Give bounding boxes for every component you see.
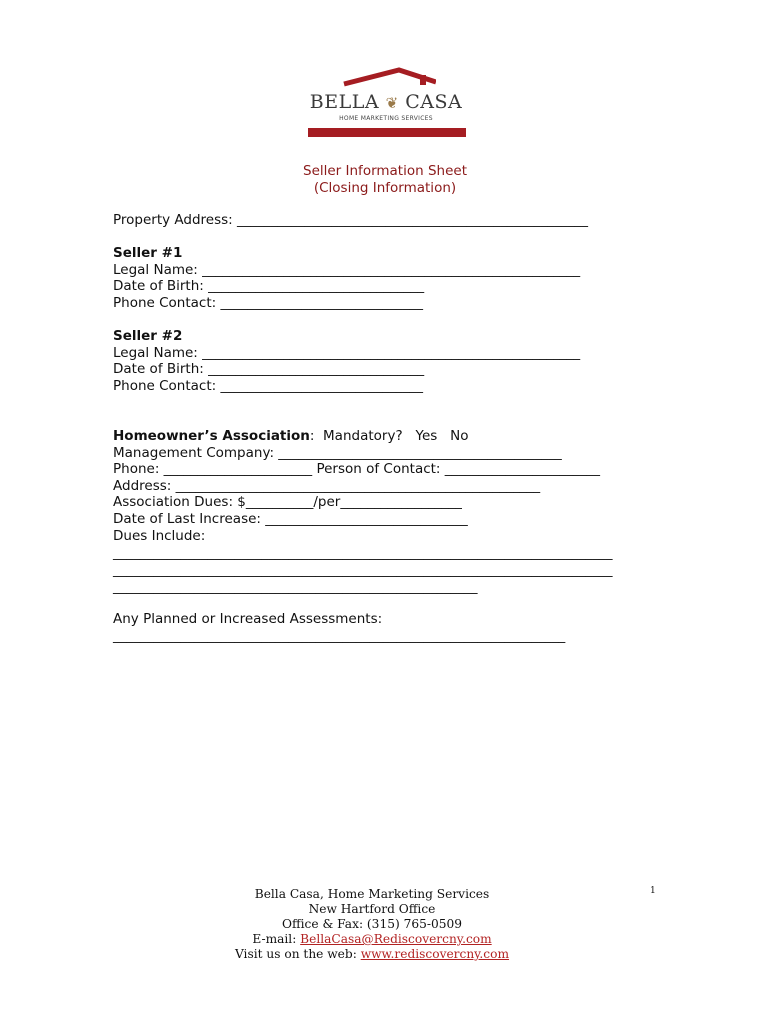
hoa-heading: Homeowner’s Association	[113, 428, 310, 444]
document-title: Seller Information Sheet	[303, 163, 467, 179]
logo-tagline: HOME MARKETING SERVICES	[339, 115, 433, 122]
hoa-row	[113, 428, 469, 445]
dues-include-line-1: __________________________________________________________________________	[113, 545, 613, 561]
company-logo	[306, 64, 466, 142]
hoa-phone-contact-field: Phone: ______________________ Person of Contact: _______________________	[113, 461, 601, 477]
dues-include-line-2: __________________________________________________________________________	[113, 562, 613, 578]
dues-include-line-3: ______________________________________________________	[113, 579, 478, 595]
logo-brand-right: CASA	[405, 91, 463, 113]
date-last-increase-field: Date of Last Increase: ______________________________	[113, 511, 468, 527]
association-dues-field: Association Dues: $__________/per__________________	[113, 494, 462, 510]
footer-web-row	[150, 947, 594, 962]
footer-company: Bella Casa, Home Marketing Services	[254, 887, 490, 901]
logo-brand-left: BELLA	[309, 91, 380, 113]
seller1-legal-name-field: Legal Name: ________________________________________________________	[113, 262, 581, 278]
page-number: 1	[650, 886, 656, 896]
document-subtitle: (Closing Information)	[313, 180, 457, 196]
house-roof-icon	[336, 64, 436, 90]
logo-bar	[308, 128, 466, 137]
dues-include-label: Dues Include:	[113, 528, 206, 544]
footer-email-row	[150, 932, 594, 947]
footer	[150, 887, 594, 962]
seller2-heading: Seller #2	[113, 328, 183, 344]
assessments-line: ___________________________________________________________________	[113, 628, 566, 644]
management-company-field: Management Company: __________________________________________	[113, 445, 562, 461]
logo-brand	[306, 91, 466, 113]
seller1-heading: Seller #1	[113, 245, 183, 261]
footer-email-label: E-mail:	[252, 932, 301, 946]
fleur-icon: ❦	[385, 94, 399, 112]
seller1-dob-field: Date of Birth: ________________________________	[113, 278, 425, 294]
website-link[interactable]: www.rediscovercny.com	[360, 947, 510, 961]
footer-office: New Hartford Office	[308, 902, 436, 916]
seller2-dob-field: Date of Birth: ________________________________	[113, 361, 425, 377]
property-address-field: Property Address: ____________________________________________________	[113, 212, 589, 228]
hoa-mandatory: : Mandatory? Yes No	[309, 428, 469, 444]
assessments-label: Any Planned or Increased Assessments:	[113, 611, 383, 627]
seller1-phone-field: Phone Contact: ______________________________	[113, 295, 423, 311]
seller2-phone-field: Phone Contact: ______________________________	[113, 378, 423, 394]
email-link[interactable]: BellaCasa@Rediscovercny.com	[300, 932, 492, 946]
seller2-legal-name-field: Legal Name: ________________________________________________________	[113, 345, 581, 361]
footer-web-label: Visit us on the web:	[234, 947, 361, 961]
footer-phone: Office & Fax: (315) 765-0509	[282, 917, 462, 931]
hoa-address-field: Address: ______________________________________________________	[113, 478, 541, 494]
